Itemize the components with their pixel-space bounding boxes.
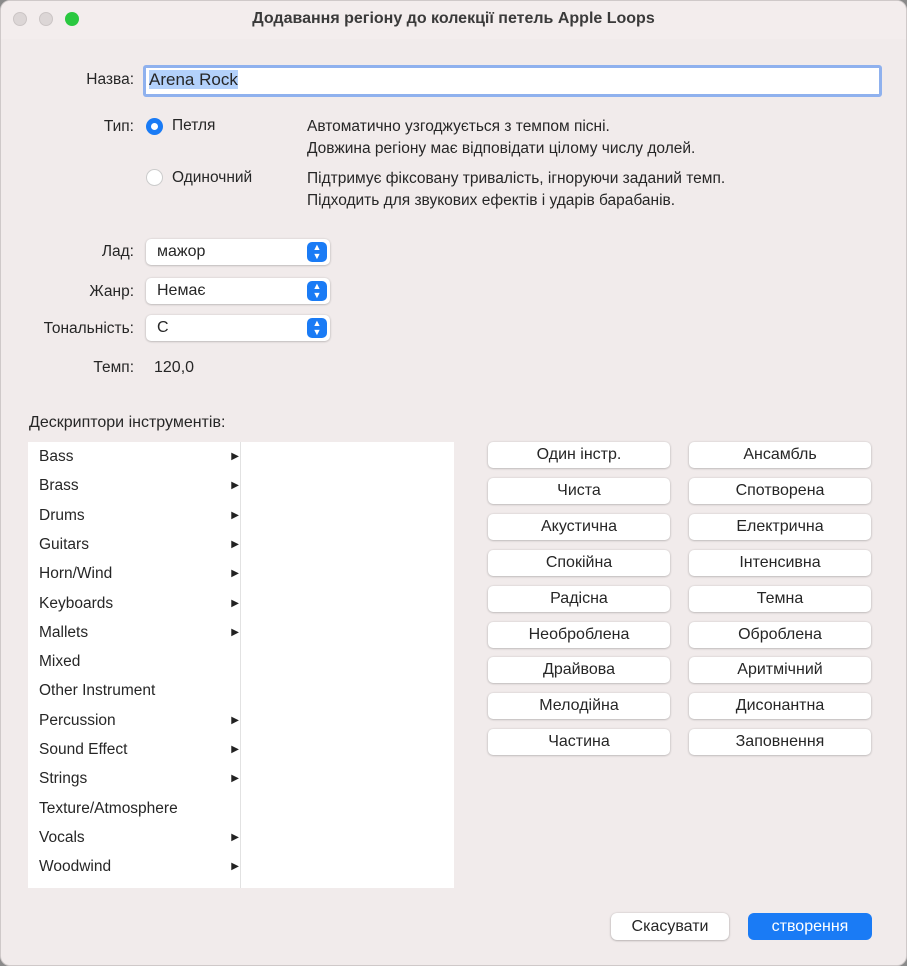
instrument-name: Keyboards <box>39 594 114 612</box>
disclosure-arrow-icon: ▶ <box>231 744 239 755</box>
instrument-item[interactable] <box>39 471 239 500</box>
loop-desc-1: Автоматично узгоджується з темпом пісні. <box>307 118 610 135</box>
instrument-name: Brass <box>39 477 79 495</box>
stepper-icon: ▲ ▼ <box>307 242 327 262</box>
name-value: Arena Rock <box>149 70 238 89</box>
instrument-item[interactable] <box>39 823 239 852</box>
instrument-browser[interactable] <box>28 442 454 888</box>
disclosure-arrow-icon: ▶ <box>231 509 239 521</box>
disclosure-arrow-icon: ▶ <box>231 568 239 580</box>
instrument-item[interactable] <box>39 794 239 823</box>
instrument-item[interactable] <box>39 501 239 530</box>
genre-label: Жанр: <box>89 283 134 300</box>
descriptor-tag-button[interactable]: Електрична <box>689 514 871 540</box>
instrument-item[interactable] <box>39 647 239 676</box>
disclosure-arrow-icon: ▶ <box>231 480 239 492</box>
tempo-label: Темп: <box>93 359 134 376</box>
genre-value: Немає <box>157 282 206 299</box>
instrument-item[interactable] <box>39 530 239 559</box>
disclosure-arrow-icon: ▶ <box>231 861 239 873</box>
instrument-item[interactable] <box>39 442 239 471</box>
instrument-name: Texture/Atmosphere <box>39 799 178 817</box>
title-bar <box>1 1 906 39</box>
type-label: Тип: <box>103 118 134 135</box>
stepper-icon: ▲ ▼ <box>307 318 327 338</box>
disclosure-arrow-icon: ▶ <box>231 773 239 785</box>
window-title: Додавання регіону до колекції петель Apple Loops <box>252 10 655 27</box>
instrument-name: Percussion <box>39 711 116 729</box>
instrument-name: Sound Effect <box>39 741 128 758</box>
descriptor-tag-button[interactable]: Ансамбль <box>689 442 871 468</box>
oneshot-desc-1: Підтримує фіксовану тривалість, ігноруючи заданий темп. <box>307 170 726 187</box>
stepper-icon: ▲ ▼ <box>307 281 327 301</box>
descriptor-tag-button[interactable]: Інтенсивна <box>689 550 871 576</box>
instrument-name: Strings <box>39 770 88 788</box>
disclosure-arrow-icon: ▶ <box>231 714 239 726</box>
instrument-item[interactable] <box>39 706 239 735</box>
key-select[interactable] <box>146 315 330 341</box>
genre-select[interactable] <box>146 278 330 304</box>
descriptor-tag-button[interactable]: Радісна <box>488 586 670 612</box>
name-input[interactable] <box>143 65 882 97</box>
scale-label: Лад: <box>101 243 134 260</box>
scale-select[interactable] <box>146 239 330 265</box>
radio-loop[interactable] <box>146 118 163 135</box>
tempo-value: 120,0 <box>154 359 195 376</box>
instrument-item[interactable] <box>39 764 239 793</box>
descriptor-tag-button[interactable]: Частина <box>488 729 670 755</box>
descriptor-tag-button[interactable]: Оброблена <box>689 622 871 648</box>
radio-oneshot-label[interactable]: Одиночний <box>172 169 253 186</box>
instrument-name: Woodwind <box>39 858 112 876</box>
instrument-item[interactable] <box>39 735 239 764</box>
name-label: Назва: <box>86 71 134 88</box>
instrument-item[interactable] <box>39 852 239 881</box>
descriptor-tag-button[interactable]: Спокійна <box>488 550 670 576</box>
disclosure-arrow-icon: ▶ <box>231 538 239 550</box>
scale-value: мажор <box>157 243 206 260</box>
oneshot-desc-2: Підходить для звукових ефектів і ударів барабанів. <box>307 192 676 209</box>
instrument-item[interactable] <box>39 618 239 647</box>
instrument-name: Other Instrument <box>39 682 156 700</box>
radio-oneshot[interactable] <box>146 169 163 186</box>
disclosure-arrow-icon: ▶ <box>231 626 239 638</box>
descriptor-tag-button[interactable]: Чиста <box>488 478 670 504</box>
descriptor-tag-button[interactable]: Драйвова <box>488 657 670 683</box>
instrument-name: Mixed <box>39 653 81 671</box>
instrument-item[interactable] <box>39 589 239 618</box>
descriptor-tag-button[interactable]: Заповнення <box>689 729 871 755</box>
key-label: Тональність: <box>43 320 134 337</box>
disclosure-arrow-icon: ▶ <box>231 451 239 462</box>
instrument-name: Horn/Wind <box>39 565 113 583</box>
descriptor-tag-button[interactable]: Необроблена <box>488 622 670 648</box>
descriptor-tag-button[interactable]: Темна <box>689 586 871 612</box>
disclosure-arrow-icon: ▶ <box>231 597 239 609</box>
column-divider <box>240 442 241 888</box>
create-button[interactable]: створення <box>748 913 872 940</box>
descriptors-label: Дескриптори інструментів: <box>29 414 226 431</box>
descriptor-tag-button[interactable]: Аритмічний <box>689 657 871 683</box>
loop-desc-2: Довжина регіону має відповідати цілому числу долей. <box>307 140 696 157</box>
key-value: C <box>157 319 169 336</box>
descriptor-tag-button[interactable]: Акустична <box>488 514 670 540</box>
radio-loop-label[interactable]: Петля <box>172 117 216 134</box>
instrument-name: Mallets <box>39 623 89 641</box>
descriptor-tag-button[interactable]: Мелодійна <box>488 693 670 719</box>
instrument-item[interactable] <box>39 676 239 705</box>
descriptor-tag-button[interactable]: Один інстр. <box>488 442 670 468</box>
descriptor-tag-button[interactable]: Дисонантна <box>689 693 871 719</box>
instrument-name: Vocals <box>39 828 85 846</box>
instrument-name: Bass <box>39 448 74 465</box>
instrument-name: Guitars <box>39 535 89 553</box>
cancel-button[interactable]: Скасувати <box>611 913 729 940</box>
disclosure-arrow-icon: ▶ <box>231 831 239 843</box>
descriptor-tag-button[interactable]: Спотворена <box>689 478 871 504</box>
instrument-name: Drums <box>39 506 85 524</box>
instrument-item[interactable] <box>39 559 239 588</box>
